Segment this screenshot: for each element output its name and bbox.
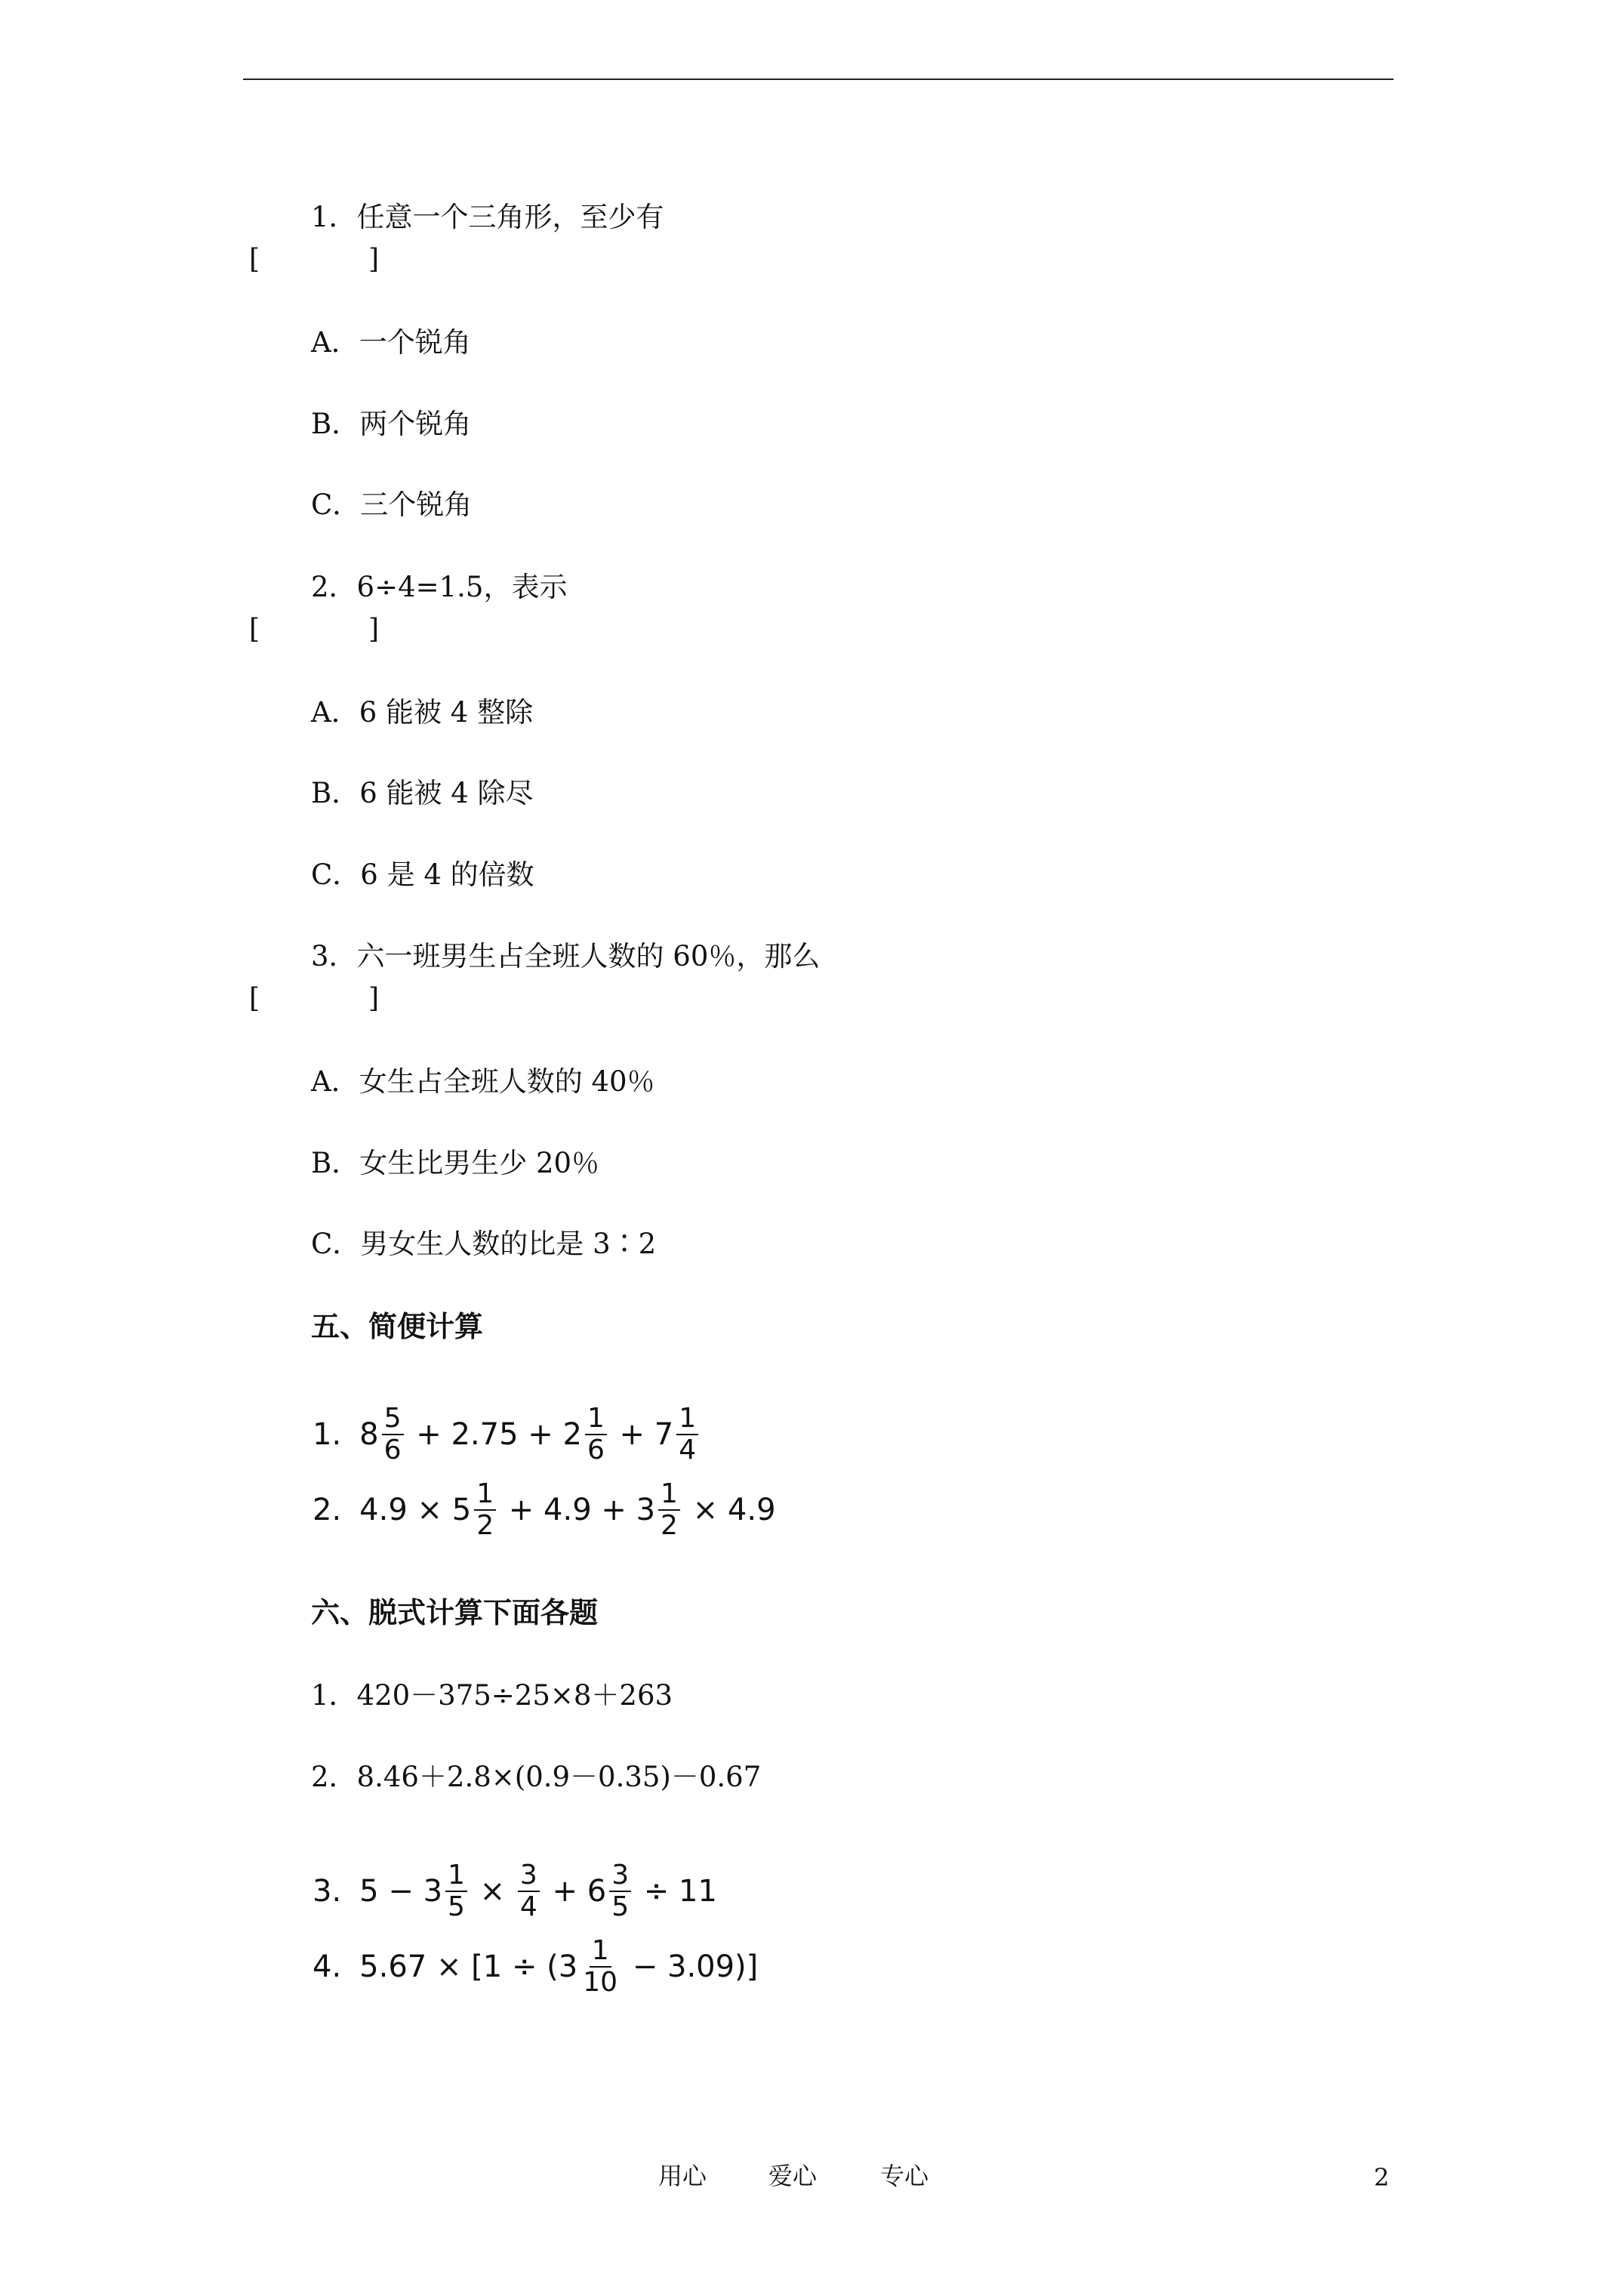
expr-text: 8 — [359, 1417, 379, 1452]
expr-number: 4. — [313, 1949, 342, 1984]
footer-word-3: 专心 — [880, 2162, 929, 2190]
expr-text: 5.67 × [1 ÷ (3 — [359, 1949, 578, 1984]
question-2: 2．6÷4=1.5，表示 — [311, 571, 568, 603]
page-number: 2 — [1374, 2163, 1390, 2192]
calc-expression-2: 2．8.46＋2.8×(0.9－0.35)－0.67 — [311, 1761, 762, 1793]
expr-text: + 2.75 + 2 — [406, 1417, 582, 1452]
q3-option-a: A．女生占全班人数的 40％ — [311, 1065, 655, 1098]
q1-option-b: B．两个锐角 — [311, 408, 472, 440]
expr-text: − 3.09)] — [623, 1949, 759, 1984]
fraction: $\frac{3}{5}$ — [609, 1860, 631, 1922]
calc-expression-3 — [313, 1850, 717, 1933]
q1-option-a: A．一个锐角 — [311, 326, 471, 359]
q3-option-c: C．男女生人数的比是 3∶2 — [311, 1228, 657, 1260]
simplify-expression-2 — [313, 1469, 776, 1552]
expr-text: 4.9 × 5 — [359, 1493, 472, 1527]
q2-option-b: B．6 能被 4 除尽 — [311, 777, 534, 809]
fraction: $\frac{1}{2}$ — [474, 1479, 496, 1541]
section-6-title: 六、脱式计算下面各题 — [311, 1595, 599, 1629]
answer-bracket-2: [ ] — [249, 614, 380, 645]
expr-text: × 4.9 — [682, 1493, 776, 1527]
fraction: $\frac{5}{6}$ — [382, 1404, 404, 1465]
q2-option-c: C．6 是 4 的倍数 — [311, 858, 534, 891]
expr-text: + 6 — [542, 1874, 607, 1909]
expr-number: 3. — [313, 1874, 342, 1909]
fraction: $\frac{1}{2}$ — [658, 1479, 680, 1541]
q3-option-b: B．女生比男生少 20％ — [311, 1147, 600, 1179]
calc-expression-4 — [313, 1925, 758, 2008]
calc-expression-1: 1．420－375÷25×8＋263 — [311, 1679, 673, 1712]
fraction: $\frac{3}{4}$ — [518, 1860, 540, 1922]
fraction: $\frac{1}{4}$ — [676, 1404, 698, 1465]
header-rule — [243, 79, 1394, 80]
footer-word-2: 爱心 — [768, 2162, 818, 2190]
footer-word-1: 用心 — [658, 2162, 707, 2190]
expr-text: × — [470, 1874, 515, 1909]
answer-bracket-1: [ ] — [249, 244, 380, 275]
expr-number: 2. — [313, 1493, 342, 1527]
fraction: $\frac{1}{5}$ — [445, 1860, 467, 1922]
question-3: 3．六一班男生占全班人数的 60％，那么 — [311, 940, 821, 972]
expr-text: 5 − 3 — [359, 1874, 443, 1909]
fraction: $\frac{1}{6}$ — [585, 1404, 607, 1465]
q1-option-c: C．三个锐角 — [311, 488, 473, 521]
expr-text: + 7 — [609, 1417, 674, 1452]
simplify-expression-1 — [313, 1393, 701, 1476]
q2-option-a: A．6 能被 4 整除 — [311, 696, 534, 729]
section-5-title: 五、简便计算 — [311, 1309, 484, 1343]
expr-text: ÷ 11 — [634, 1874, 717, 1909]
expr-text: + 4.9 + 3 — [499, 1493, 656, 1527]
expr-number: 1. — [313, 1417, 342, 1452]
answer-bracket-3: [ ] — [249, 983, 380, 1014]
fraction: $\frac{1}{10}$ — [583, 1935, 618, 1998]
question-1: 1．任意一个三角形，至少有 — [311, 201, 664, 233]
